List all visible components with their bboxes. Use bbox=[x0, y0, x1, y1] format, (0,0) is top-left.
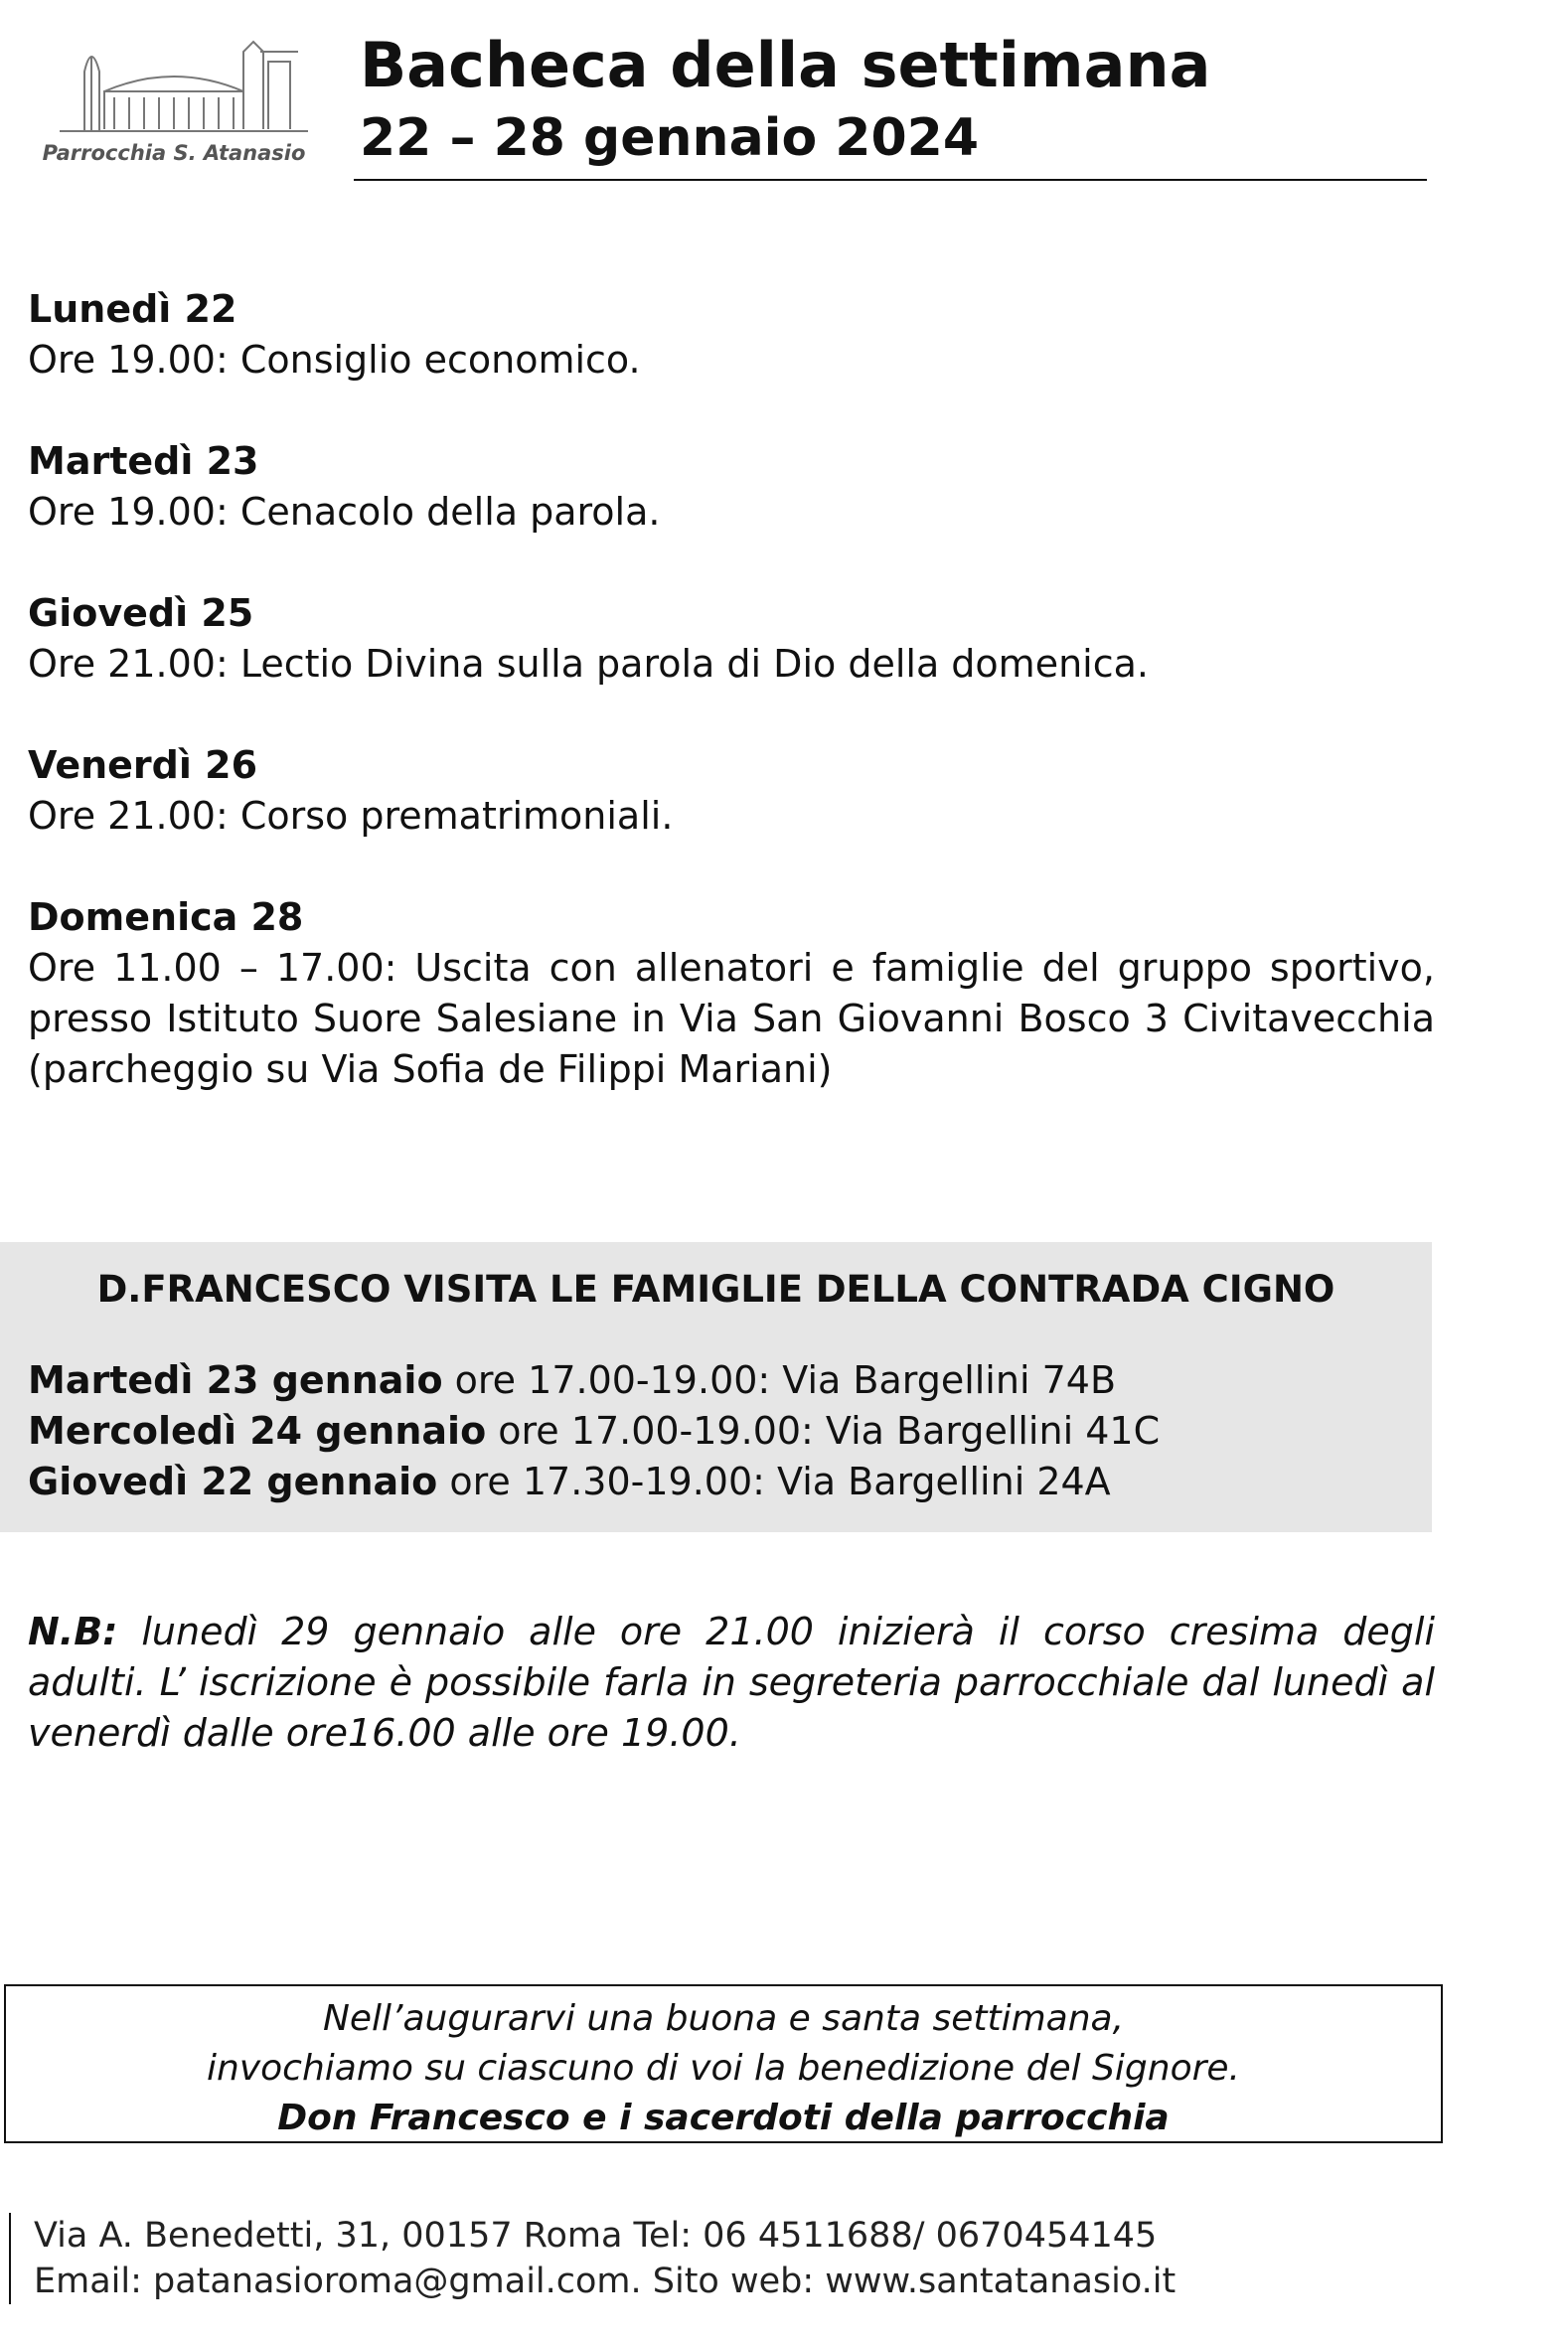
schedule-day: Lunedì 22 bbox=[28, 287, 237, 331]
footer-contacts: Email: patanasioroma@gmail.com. Sito web: www.santatanasio.it bbox=[34, 2262, 1176, 2301]
nb-label: N.B: bbox=[28, 1610, 118, 1653]
visit-row bbox=[28, 1457, 1160, 1507]
visit-details: ore 17.00-19.00: Via Bargellini 74B bbox=[442, 1358, 1117, 1402]
schedule-item bbox=[28, 892, 1435, 1095]
logo-caption: Parrocchia S. Atanasio bbox=[42, 141, 306, 165]
schedule-day: Giovedì 25 bbox=[28, 591, 254, 635]
greeting-line: invochiamo su ciascuno di voi la benedizione del Signore. bbox=[207, 2048, 1240, 2089]
greeting-line: Nell’augurarvi una buona e santa settimana, bbox=[322, 1998, 1125, 2039]
visit-row bbox=[28, 1406, 1160, 1457]
schedule-item bbox=[28, 284, 1435, 386]
footer-divider bbox=[9, 2213, 11, 2304]
schedule-text: Ore 11.00 – 17.00: Uscita con allenatori e famiglie del gruppo sportivo, presso Istituto Suore Salesiane in Via San Giovanni Bosco 3 Civitavecchia (parcheggio su Via Sofia de Filippi Mariani) bbox=[28, 946, 1435, 1091]
greeting-signature: Don Francesco e i sacerdoti della parrocchia bbox=[277, 2098, 1170, 2138]
schedule-text: Ore 21.00: Lectio Divina sulla parola di Dio della domenica. bbox=[28, 642, 1149, 686]
visits-list bbox=[28, 1355, 1160, 1507]
church-drawing-icon bbox=[30, 32, 318, 141]
schedule-day: Martedì 23 bbox=[28, 439, 259, 483]
footer bbox=[34, 2213, 1176, 2304]
page-title: Bacheca della settimana bbox=[360, 29, 1211, 101]
footer-address: Via A. Benedetti, 31, 00157 Roma Tel: 06 4511688/ 0670454145 bbox=[34, 2216, 1158, 2256]
schedule-item bbox=[28, 436, 1435, 538]
visit-date: Martedì 23 gennaio bbox=[28, 1358, 443, 1402]
greeting-box bbox=[4, 1984, 1443, 2143]
family-visits-box bbox=[0, 1242, 1432, 1532]
visit-details: ore 17.30-19.00: Via Bargellini 24A bbox=[437, 1460, 1111, 1503]
week-dates: 22 – 28 gennaio 2024 bbox=[360, 108, 980, 168]
parish-logo bbox=[30, 32, 318, 181]
schedule-item bbox=[28, 588, 1435, 690]
visit-details: ore 17.00-19.00: Via Bargellini 41C bbox=[486, 1409, 1161, 1453]
visit-date: Mercoledì 24 gennaio bbox=[28, 1409, 487, 1453]
schedule-text: Ore 21.00: Corso prematrimoniali. bbox=[28, 794, 674, 838]
title-underline bbox=[354, 179, 1427, 181]
nota-bene bbox=[28, 1607, 1435, 1759]
nb-text: lunedì 29 gennaio alle ore 21.00 inizierà il corso cresima degli adulti. L’ iscrizione è possibile farla in segreteria parrocchiale dal lunedì al venerdì dalle ore16.00 alle ore 19.00. bbox=[28, 1610, 1435, 1755]
schedule-text: Ore 19.00: Cenacolo della parola. bbox=[28, 490, 661, 534]
visits-title: D.FRANCESCO VISITA LE FAMIGLIE DELLA CONTRADA CIGNO bbox=[96, 1268, 1335, 1311]
schedule-day: Domenica 28 bbox=[28, 895, 304, 939]
schedule-text: Ore 19.00: Consiglio economico. bbox=[28, 338, 641, 382]
schedule-day: Venerdì 26 bbox=[28, 743, 258, 787]
weekly-schedule bbox=[28, 284, 1435, 1146]
visit-date: Giovedì 22 gennaio bbox=[28, 1460, 438, 1503]
visit-row bbox=[28, 1355, 1160, 1406]
schedule-item bbox=[28, 740, 1435, 842]
